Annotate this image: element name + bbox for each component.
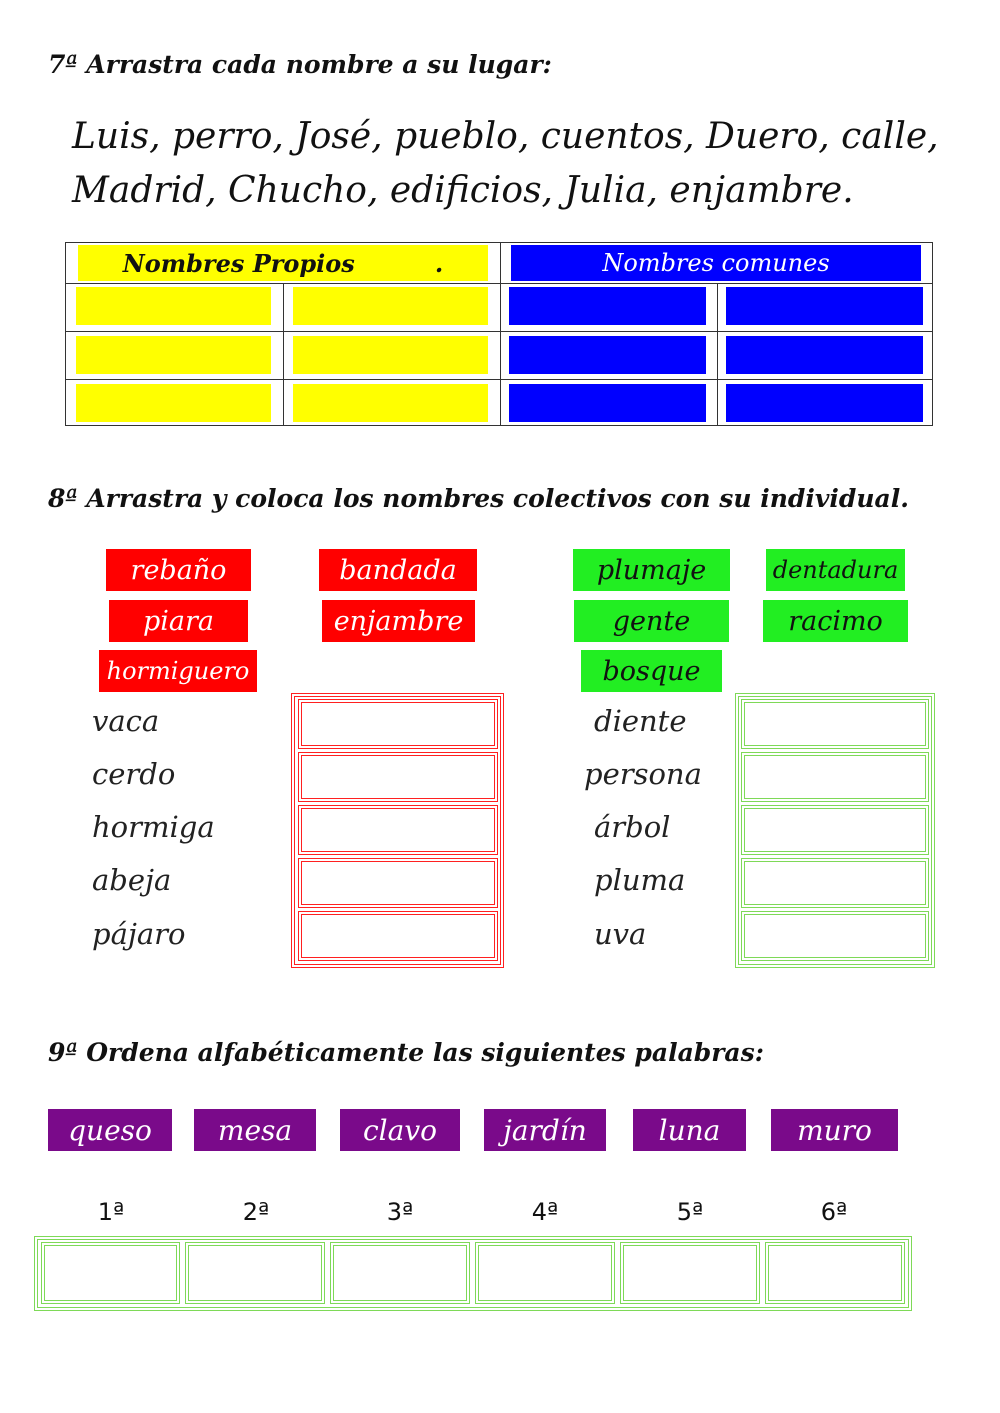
individual-word: árbol <box>594 810 671 844</box>
collective-drop-box[interactable] <box>741 911 929 961</box>
collective-drop-box[interactable] <box>741 752 929 802</box>
common-noun-drop-slot[interactable] <box>726 336 923 374</box>
draggable-tag-piara[interactable]: piara <box>109 600 248 642</box>
proper-noun-drop-slot[interactable] <box>76 384 271 422</box>
draggable-tag-bosque[interactable]: bosque <box>581 650 722 692</box>
proper-noun-drop-slot[interactable] <box>293 336 488 374</box>
proper-noun-drop-slot[interactable] <box>293 287 488 325</box>
order-drop-box[interactable] <box>620 1242 760 1304</box>
ordinal-label: 3ª <box>386 1198 414 1226</box>
draggable-tag-bandada[interactable]: bandada <box>319 549 477 591</box>
individual-word: cerdo <box>92 757 176 791</box>
draggable-tag-clavo[interactable]: clavo <box>340 1109 460 1151</box>
ordinal-label: 4ª <box>531 1198 559 1226</box>
exercise-7-word-list-line-2: Madrid, Chucho, edificios, Julia, enjambre. <box>72 170 854 211</box>
common-noun-drop-slot[interactable] <box>509 384 706 422</box>
proper-noun-drop-slot[interactable] <box>76 336 271 374</box>
ordinal-label: 6ª <box>820 1198 848 1226</box>
individual-word: hormiga <box>92 810 215 844</box>
collective-drop-box[interactable] <box>298 911 498 961</box>
common-noun-drop-slot[interactable] <box>509 287 706 325</box>
ordinal-label: 5ª <box>676 1198 704 1226</box>
individual-word: pájaro <box>92 917 186 951</box>
common-nouns-header: Nombres comunes <box>511 245 921 281</box>
common-noun-drop-slot[interactable] <box>726 384 923 422</box>
collective-drop-box[interactable] <box>298 752 498 802</box>
individual-word: persona <box>584 757 702 791</box>
draggable-tag-jardin[interactable]: jardín <box>484 1109 606 1151</box>
order-drop-box[interactable] <box>330 1242 470 1304</box>
draggable-tag-racimo[interactable]: racimo <box>763 600 908 642</box>
collective-drop-box[interactable] <box>298 699 498 749</box>
draggable-tag-enjambre[interactable]: enjambre <box>322 600 475 642</box>
order-drop-box[interactable] <box>765 1242 905 1304</box>
individual-word: vaca <box>92 704 160 738</box>
individual-word: abeja <box>92 863 172 897</box>
individual-word: uva <box>594 917 647 951</box>
draggable-tag-luna[interactable]: luna <box>633 1109 746 1151</box>
proper-nouns-header: Nombres Propios . <box>78 245 488 281</box>
common-noun-drop-slot[interactable] <box>509 336 706 374</box>
collective-drop-box[interactable] <box>741 699 929 749</box>
proper-noun-drop-slot[interactable] <box>293 384 488 422</box>
individual-word: pluma <box>594 863 686 897</box>
draggable-tag-dentadura[interactable]: dentadura <box>766 549 905 591</box>
exercise-7-heading: 7ª Arrastra cada nombre a su lugar: <box>48 50 552 79</box>
collective-drop-box[interactable] <box>741 805 929 855</box>
draggable-tag-hormiguero[interactable]: hormiguero <box>99 650 257 692</box>
draggable-tag-mesa[interactable]: mesa <box>194 1109 316 1151</box>
draggable-tag-muro[interactable]: muro <box>771 1109 898 1151</box>
exercise-7-word-list-line-1: Luis, perro, José, pueblo, cuentos, Duero, calle, <box>72 116 939 157</box>
order-drop-box[interactable] <box>475 1242 615 1304</box>
draggable-tag-plumaje[interactable]: plumaje <box>573 549 730 591</box>
collective-drop-box[interactable] <box>298 805 498 855</box>
collective-drop-box[interactable] <box>741 858 929 908</box>
individual-word: diente <box>594 704 687 738</box>
draggable-tag-rebano[interactable]: rebaño <box>106 549 251 591</box>
ordinal-label: 2ª <box>242 1198 270 1226</box>
draggable-tag-queso[interactable]: queso <box>48 1109 172 1151</box>
order-drop-box[interactable] <box>41 1242 180 1304</box>
collective-drop-box[interactable] <box>298 858 498 908</box>
nouns-classification-table <box>65 242 933 426</box>
draggable-tag-gente[interactable]: gente <box>574 600 729 642</box>
order-drop-box[interactable] <box>185 1242 325 1304</box>
common-noun-drop-slot[interactable] <box>726 287 923 325</box>
proper-noun-drop-slot[interactable] <box>76 287 271 325</box>
exercise-8-heading: 8ª Arrastra y coloca los nombres colectivos con su individual. <box>48 484 909 513</box>
ordinal-label: 1ª <box>97 1198 125 1226</box>
exercise-9-heading: 9ª Ordena alfabéticamente las siguientes palabras: <box>48 1038 764 1067</box>
